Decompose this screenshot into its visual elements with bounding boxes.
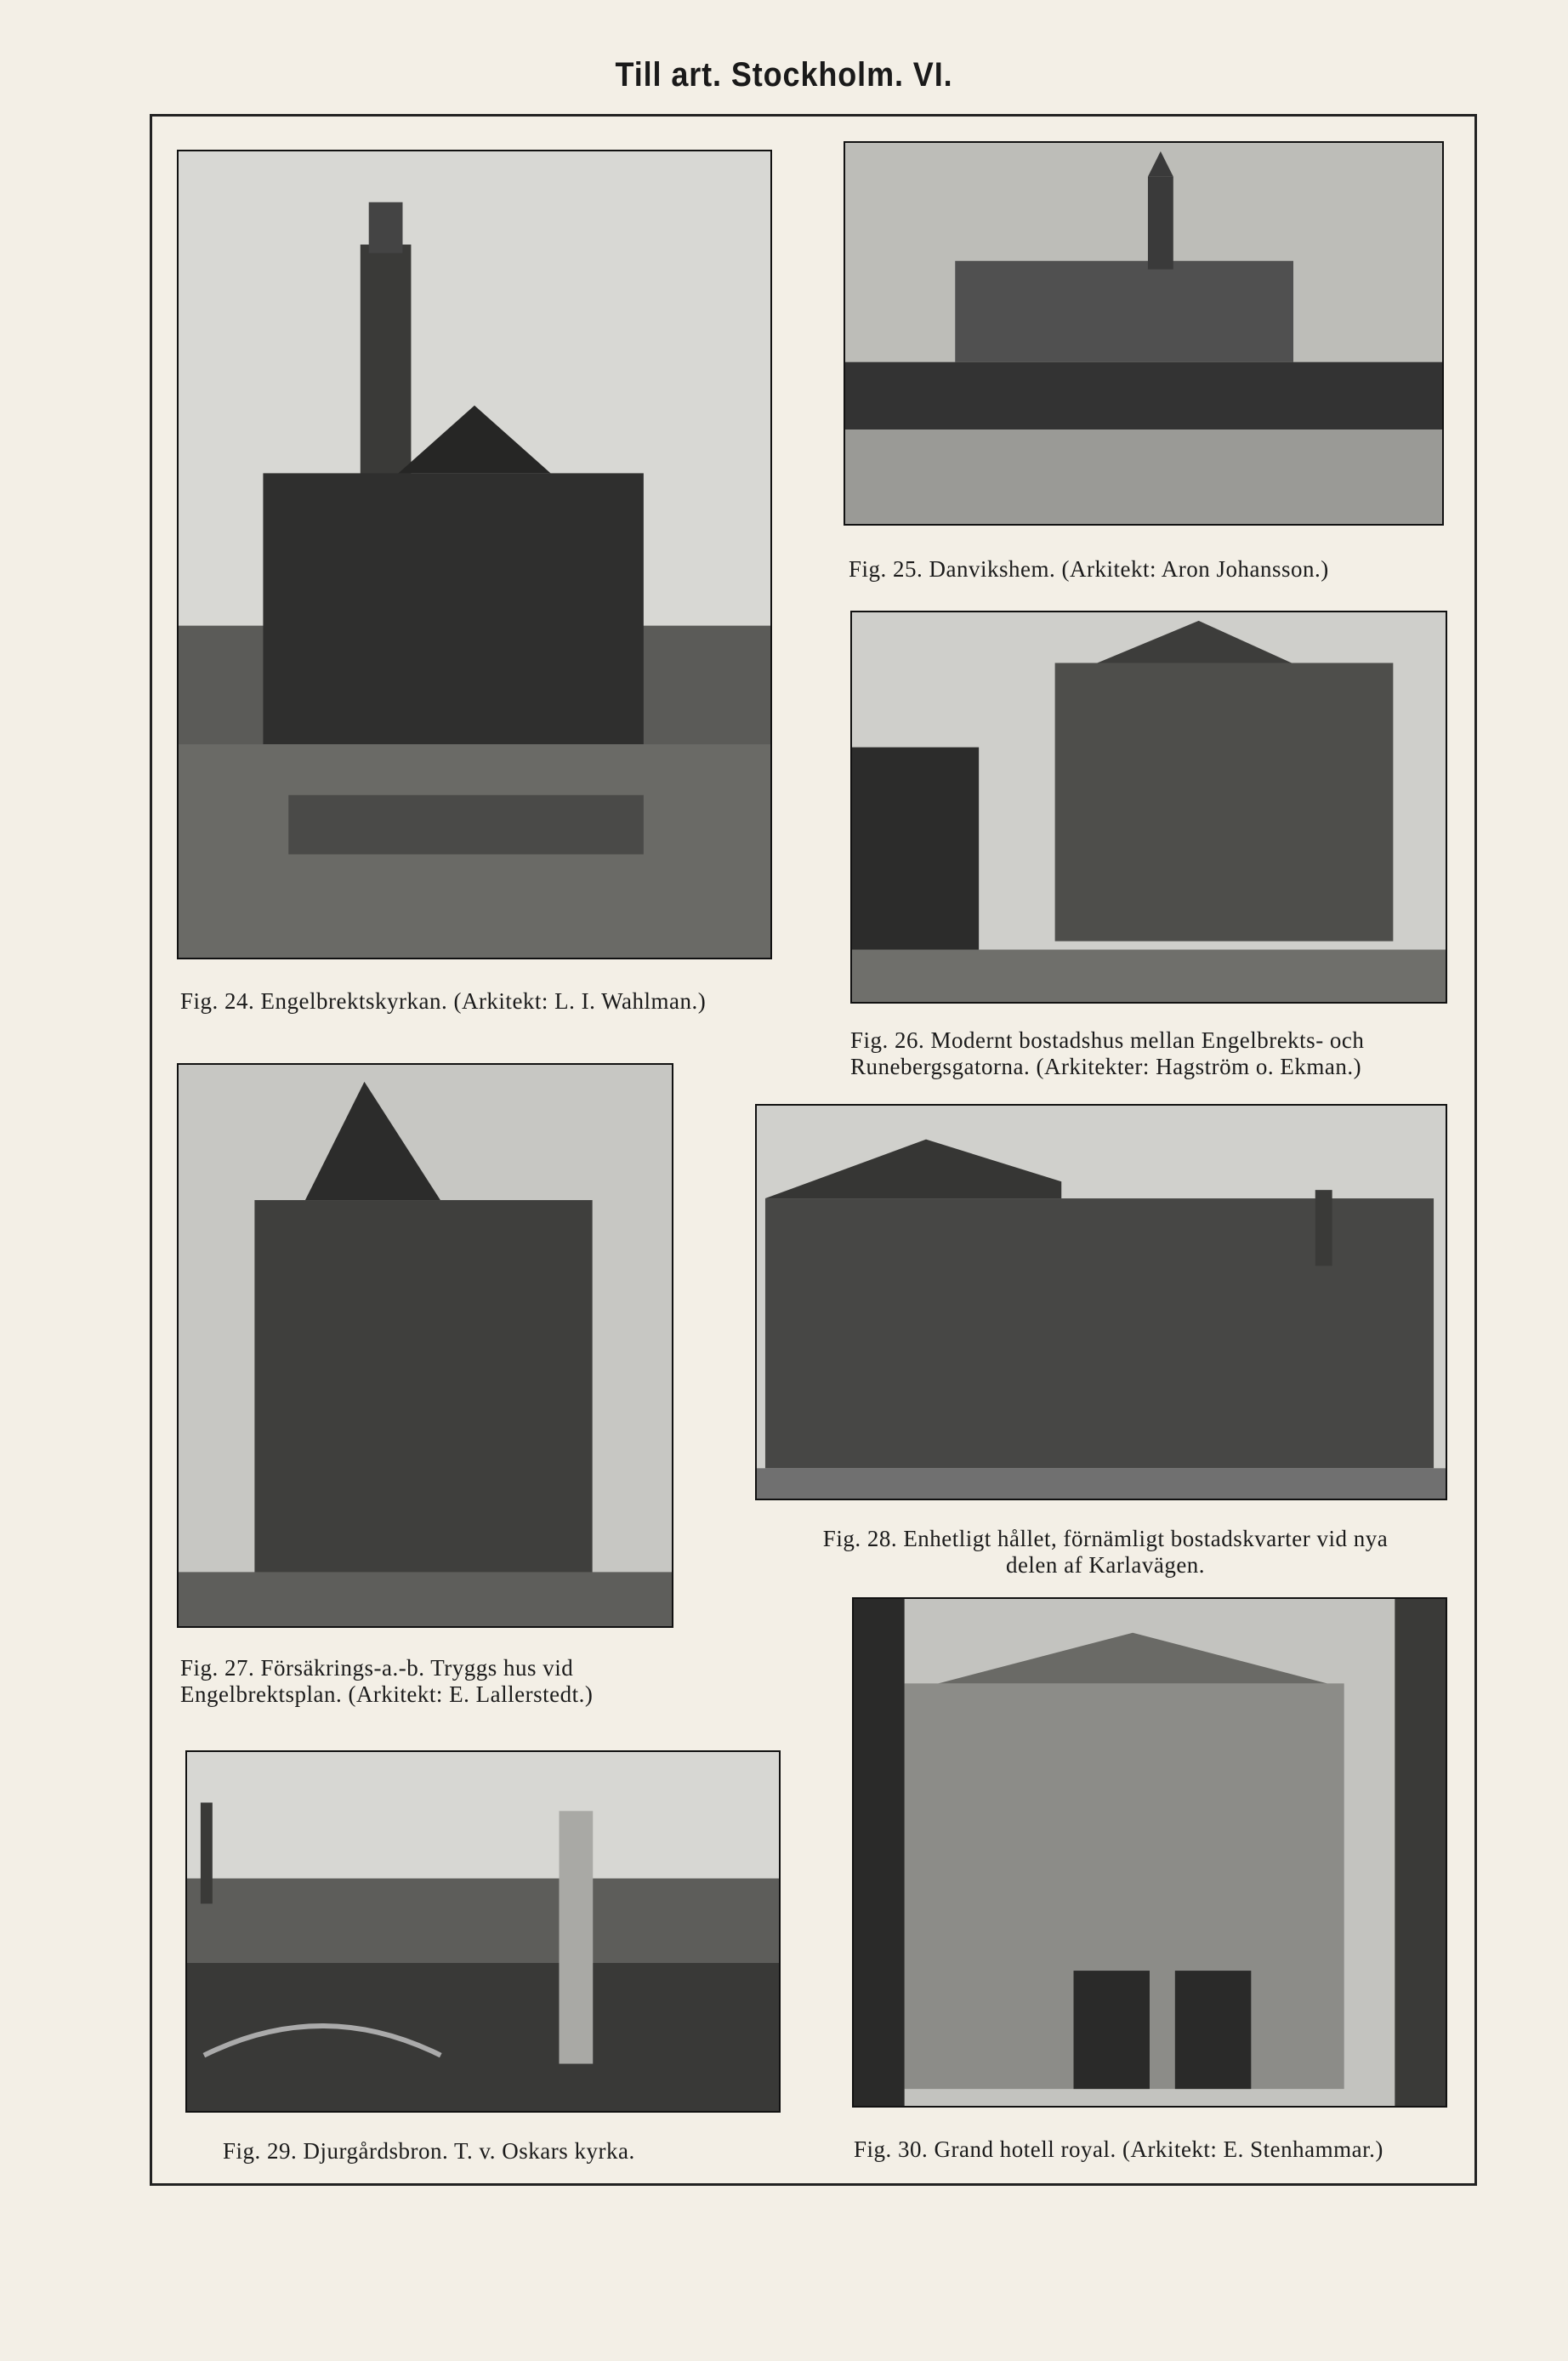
- caption-fig30: Fig. 30. Grand hotell royal. (Arkitekt: E. Stenhammar.): [854, 2136, 1383, 2162]
- caption-fig28: [748, 1526, 1463, 1579]
- photo-djurgardsbron: [185, 1750, 781, 2113]
- caption-fig27: [180, 1655, 690, 1708]
- photo-tryggs-hus: [177, 1063, 673, 1628]
- caption-fig27-line1: Fig. 27. Försäkrings-a.-b. Tryggs hus vid: [180, 1655, 574, 1681]
- caption-fig28-line1: Fig. 28. Enhetligt hållet, förnämligt bostadskvarter vid nya: [822, 1526, 1389, 1551]
- photo-grand-hotell-royal: [852, 1597, 1447, 2108]
- photo-bostadshus-engelbrekts: [850, 611, 1447, 1004]
- photo-danvikshem: [844, 141, 1444, 526]
- caption-fig26-line1: Fig. 26. Modernt bostadshus mellan Engelbrekts- och: [850, 1027, 1365, 1053]
- caption-fig24: Fig. 24. Engelbrektskyrkan. (Arkitekt: L. I. Wahlman.): [180, 988, 707, 1014]
- caption-fig25: Fig. 25. Danvikshem. (Arkitekt: Aron Johansson.): [849, 556, 1329, 582]
- photo-engelbrektskyrkan: [177, 150, 772, 959]
- caption-fig26: [850, 1027, 1463, 1080]
- page-title: Till art. Stockholm. VI.: [615, 56, 953, 94]
- photo-karlavagen: [755, 1104, 1447, 1500]
- caption-fig28-line2: delen af Karlavägen.: [1005, 1552, 1206, 1578]
- caption-fig26-line2: Runebergsgatorna. (Arkitekter: Hagström o. Ekman.): [850, 1054, 1362, 1079]
- caption-fig29: Fig. 29. Djurgårdsbron. T. v. Oskars kyrka.: [223, 2138, 635, 2164]
- caption-fig27-line2: Engelbrektsplan. (Arkitekt: E. Lallerstedt.): [180, 1681, 594, 1707]
